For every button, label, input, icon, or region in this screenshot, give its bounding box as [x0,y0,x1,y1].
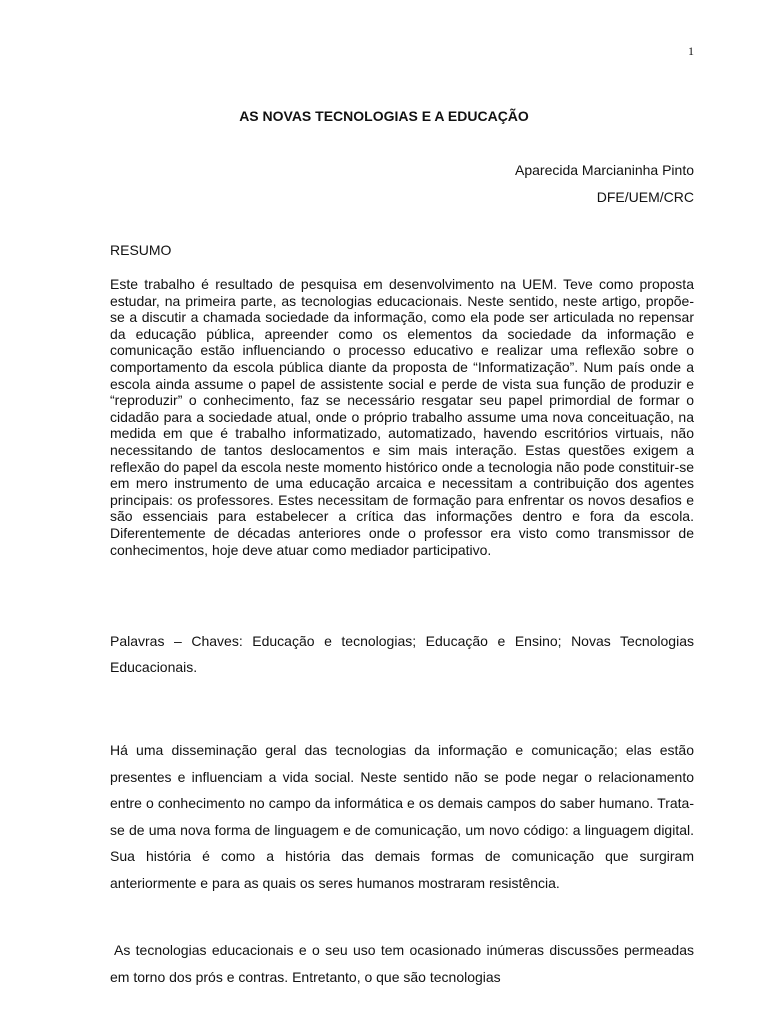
keywords: Palavras – Chaves: Educação e tecnologias; Educação e Ensino; Novas Tecnologias Educacionais. [110,633,694,675]
page-number: 1 [688,44,694,58]
abstract-text: Este trabalho é resultado de pesquisa em desenvolvimento na UEM. Teve como proposta estudar, na primeira parte, as tecnologias educacionais. Neste sentido, neste artigo, propõe-se a discutir a chamada sociedade da informação, como ela pode ser articulada no repensar da educação pública, apreender como os elementos da sociedade da informação e comunicação estão influenciando o processo educativo e realizar uma reflexão sobre o comportamento da escola pública diante da proposta de “Informatização”. Num país onde a escola ainda assume o papel de assistente social e perde de vista sua função de produzir e “reproduzir” o conhecimento, faz se necessário resgatar seu papel primordial de formar o cidadão para a sociedade atual, onde o próprio trabalho assume uma nova conceituação, na medida em que é trabalho informatizado, automatizado, havendo escritórios virtuais, não necessitando de tantos deslocamentos e sim mais interação. Estas questões exigem a reflexão do papel da escola neste momento histórico onde a tecnologia não pode constituir-se em mero instrumento de uma educação arcaica e necessitam a contribuição dos agentes principais: os professores. Estes necessitam de formação para enfrentar os novos desafios e são essenciais para estabelecer a crítica das informações dentro e fora da escola. Diferentemente de décadas anteriores onde o professor era visto como transmissor de conhecimentos, hoje deve atuar como mediador participativo. [110,276,694,558]
abstract-heading: RESUMO [110,242,172,258]
author-affiliation: DFE/UEM/CRC [596,189,694,205]
body-paragraph-1: Há uma disseminação geral das tecnologias da informação e comunicação; elas estão presentes e influenciam a vida social. Neste sentido não se pode negar o relacionamento entre o conhecimento no campo da informática e os demais campos do saber humano. Trata-se de uma nova forma de linguagem e de comunicação, um novo código: a linguagem digital. Sua história é como a história das demais formas de comunicação que surgiram anteriormente e para as quais os seres humanos mostraram resistência. [110,742,694,891]
author-name: Aparecida Marcianinha Pinto [515,162,694,178]
document-title: AS NOVAS TECNOLOGIAS E A EDUCAÇÃO [239,108,529,124]
body-paragraph-2: As tecnologias educacionais e o seu uso tem ocasionado inúmeras discussões permeadas em torno dos prós e contras. Entretanto, o que são tecnologias [110,942,694,985]
